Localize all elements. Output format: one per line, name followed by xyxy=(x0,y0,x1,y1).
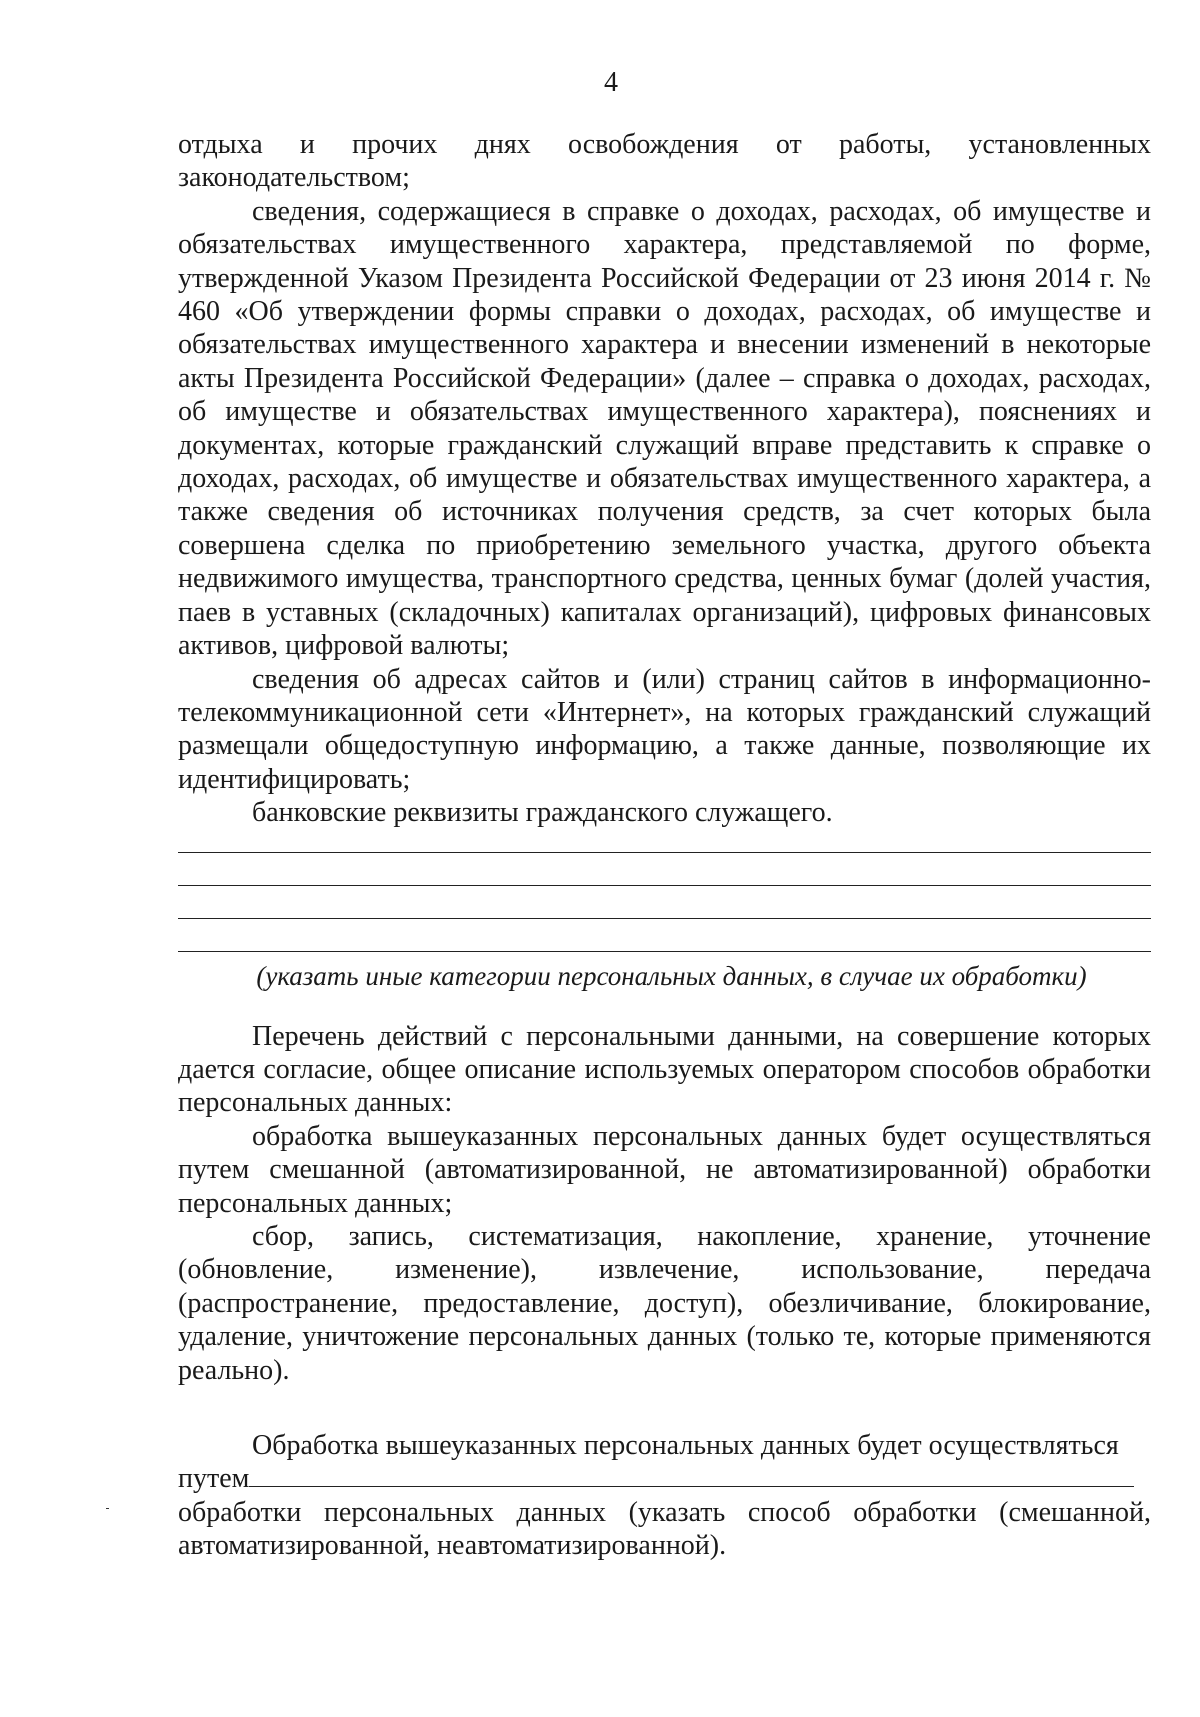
paragraph-rest-days: отдыха и прочих днях освобождения от работы, установленных законодательством; xyxy=(178,129,1151,194)
page-number: 4 xyxy=(604,67,618,98)
paragraph-method-lead: Обработка вышеуказанных персональных данных будет осуществляться xyxy=(252,1430,1119,1461)
blank-line-3[interactable] xyxy=(178,918,1151,919)
paragraph-actions-list: Перечень действий с персональными данными, на совершение которых дается согласие, общее описание используемых оператором способов обработки персональных данных: xyxy=(178,1020,1151,1119)
scan-mark xyxy=(106,1508,109,1509)
paragraph-bank-details: банковские реквизиты гражданского служащего. xyxy=(252,797,833,829)
other-categories-hint: (указать иные категории персональных данных, в случае их обработки) xyxy=(256,960,1087,991)
document-body xyxy=(178,128,1151,1563)
paragraph-website-addresses: сведения об адресах сайтов и (или) страниц сайтов в информационно-телекоммуникационной сети «Интернет», на которых гражданский служащий размещали общедоступную информацию, а также данные, позволяющие их идентифицировать; xyxy=(178,663,1151,795)
blank-line-1[interactable] xyxy=(178,852,1151,853)
method-label: путем xyxy=(178,1463,250,1495)
paragraph-processing-actions: сбор, запись, систематизация, накопление, хранение, уточнение (обновление, изменение), извлечение, использование, передача (распространение, предоставление, доступ), обезличивание, блокирование, удаление, уничтожение персональных данных (только те, которые применяются реально). xyxy=(178,1220,1151,1386)
blank-line-4[interactable] xyxy=(178,951,1151,952)
method-fill-row xyxy=(178,1462,1151,1495)
paragraph-income-certificate: сведения, содержащиеся в справке о доходах, расходах, об имуществе и обязательствах имущественного характера, представляемой по форме, утвержденной Указом Президента Российской Федерации от 23 июня 2014 г. № 460 «Об утверждении формы справки о доходах, расходах, об имуществе и обязательствах имущественного характера и внесении изменений в некоторые акты Президента Российской Федерации» (далее – справка о доходах, расходах, об имуществе и обязательствах имущественного характера), пояснениях и документах, которые гражданский служащий вправе представить к справке о доходах, расходах, об имуществе и обязательствах имущественного характера, а также сведения об источниках получения средств, за счет которых была совершена сделка по приобретению земельного участка, другого объекта недвижимого имущества, транспортного средства, ценных бумаг (долей участия, паев в уставных (складочных) капиталах организаций), цифровых финансовых активов, цифровой валюты; xyxy=(178,195,1151,662)
paragraph-method-tail: обработки персональных данных (указать способ обработки (смешанной, автоматизированной, неавтоматизированной). xyxy=(178,1496,1151,1562)
method-fill-blank[interactable] xyxy=(249,1462,1134,1487)
paragraph-mixed-processing: обработка вышеуказанных персональных данных будет осуществляться путем смешанной (автоматизированной, не автоматизированной) обработки персональных данных; xyxy=(178,1120,1151,1219)
blank-line-2[interactable] xyxy=(178,885,1151,886)
